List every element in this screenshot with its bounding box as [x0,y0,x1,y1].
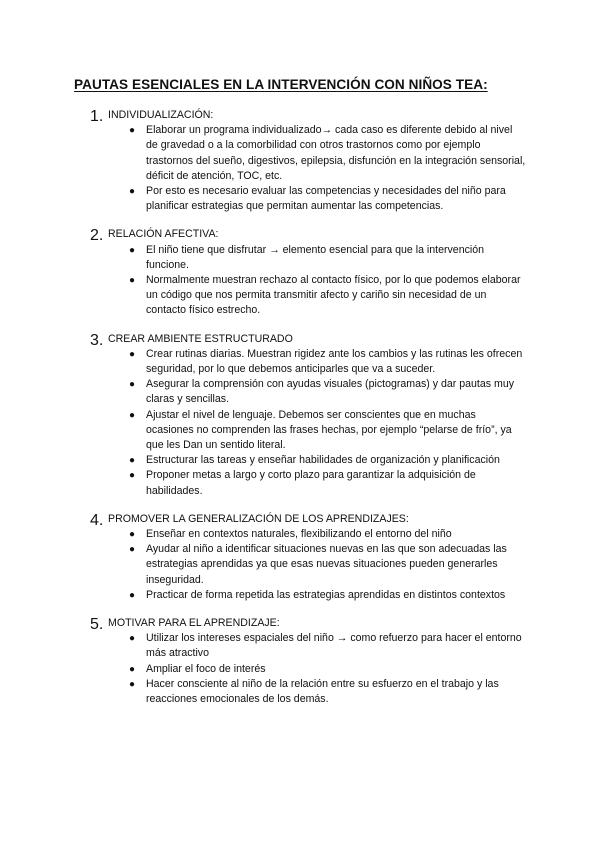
bullet-icon: ● [129,678,136,690]
list-item [0,631,526,661]
list-item [0,527,526,542]
bullet-list [0,123,600,214]
list-item [0,677,526,707]
list-item-text: Elaborar un programa individualizado→ cada caso es diferente debido al nivel de gravedad o a la comorbilidad con otros trastornos como por ejemplo trastornos del sueño, digestivos, epilepsia, disfunción en la integración sensorial, déficit de atención, TOC, etc. [146,124,526,182]
list-item [0,408,526,454]
section [0,108,600,214]
list-item-text: Ajustar el nivel de lenguaje. Debemos ser conscientes que en muchas ocasiones no comprenden las frases hechas, por ejemplo “pelarse de frío”, ya que les Dan un sentido literal. [146,408,512,452]
bullet-icon: ● [129,544,136,556]
bullet-icon: ● [129,379,136,391]
list-item [0,542,526,588]
list-item [0,662,526,677]
bullet-icon: ● [129,663,136,675]
section-number: 2. [90,227,104,245]
list-item-text: El niño tiene que disfrutar → elemento esencial para que la intervención funcione. [146,243,485,271]
list-item-text: Enseñar en contextos naturales, flexibilizando el entorno del niño [146,528,452,541]
list-item-text: Utilizar los intereses espaciales del niño → como refuerzo para hacer el entorno más atractivo [146,632,522,660]
section-heading: MOTIVAR PARA EL APRENDIZAJE: [108,617,280,630]
bullet-list [0,631,600,707]
section [0,227,600,318]
section-heading: CREAR AMBIENTE ESTRUCTURADO [108,332,293,345]
list-item [0,377,526,407]
list-item [0,453,526,468]
section [0,512,600,603]
list-item-text: Practicar de forma repetida las estrategias aprendidas en distintos contextos [146,588,506,601]
bullet-icon: ● [129,470,136,482]
list-item [0,184,526,214]
list-item-text: Crear rutinas diarias. Muestran rigidez ante los cambios y las rutinas les ofrecen seguridad, por lo que debemos anticiparles que va a suceder. [146,347,523,375]
section [0,332,600,499]
bullet-icon: ● [129,348,136,360]
bullet-icon: ● [129,186,136,197]
bullet-icon: ● [129,409,136,421]
bullet-list [0,243,600,319]
section-number: 5. [90,616,104,634]
section-number: 1. [90,108,104,125]
list-item-text: Hacer consciente al niño de la relación entre su esfuerzo en el trabajo y las reacciones emocionales de los demás. [146,677,499,706]
section-number: 4. [90,511,104,529]
list-item [0,468,526,498]
bullet-icon: ● [129,633,136,645]
bullet-icon: ● [129,125,136,137]
bullet-icon: ● [129,529,136,541]
list-item-text: Normalmente muestran rechazo al contacto físico, por lo que podemos elaborar un código que nos permita transmitir afecto y cariño sin necesidad de un contacto físico estrecho. [146,274,521,317]
list-item-text: Por esto es necesario evaluar las competencias y necesidades del niño para planificar estrategias que permitan aumentar las competencias. [146,185,506,213]
bullet-list [0,347,600,499]
section [0,616,600,707]
bullet-icon: ● [129,455,136,467]
list-item-text: Estructurar las tareas y enseñar habilidades de organización y planificación [146,454,500,467]
list-item [0,123,526,184]
list-item-text: Ampliar el foco de interés [146,662,266,675]
list-item-text: Ayudar al niño a identificar situaciones nuevas en las que son adecuadas las estrategias aprendidas ya que esas nuevas situaciones pueden generarles inseguridad. [146,543,507,586]
bullet-icon: ● [129,275,136,286]
bullet-icon: ● [129,244,136,256]
section-heading: PROMOVER LA GENERALIZACIÓN DE LOS APRENDIZAJES: [108,512,409,525]
section-heading: RELACIÓN AFECTIVA: [108,228,219,241]
list-item-text: Asegurar la comprensión con ayudas visuales (pictogramas) y dar pautas muy claras y sencillas. [146,378,515,406]
bullet-icon: ● [129,589,136,601]
section-number: 3. [90,331,104,349]
section-heading: INDIVIDUALIZACIÓN: [108,109,214,121]
list-item [0,243,526,273]
list-item [0,273,526,319]
sections-list [0,108,600,707]
list-item [0,347,526,377]
list-item-text: Proponer metas a largo y corto plazo para garantizar la adquisición de habilidades. [146,469,476,497]
list-item [0,588,526,603]
bullet-list [0,527,600,603]
document-title: PAUTAS ESENCIALES EN LA INTERVENCIÓN CON NIÑOS TEA: [74,77,488,92]
